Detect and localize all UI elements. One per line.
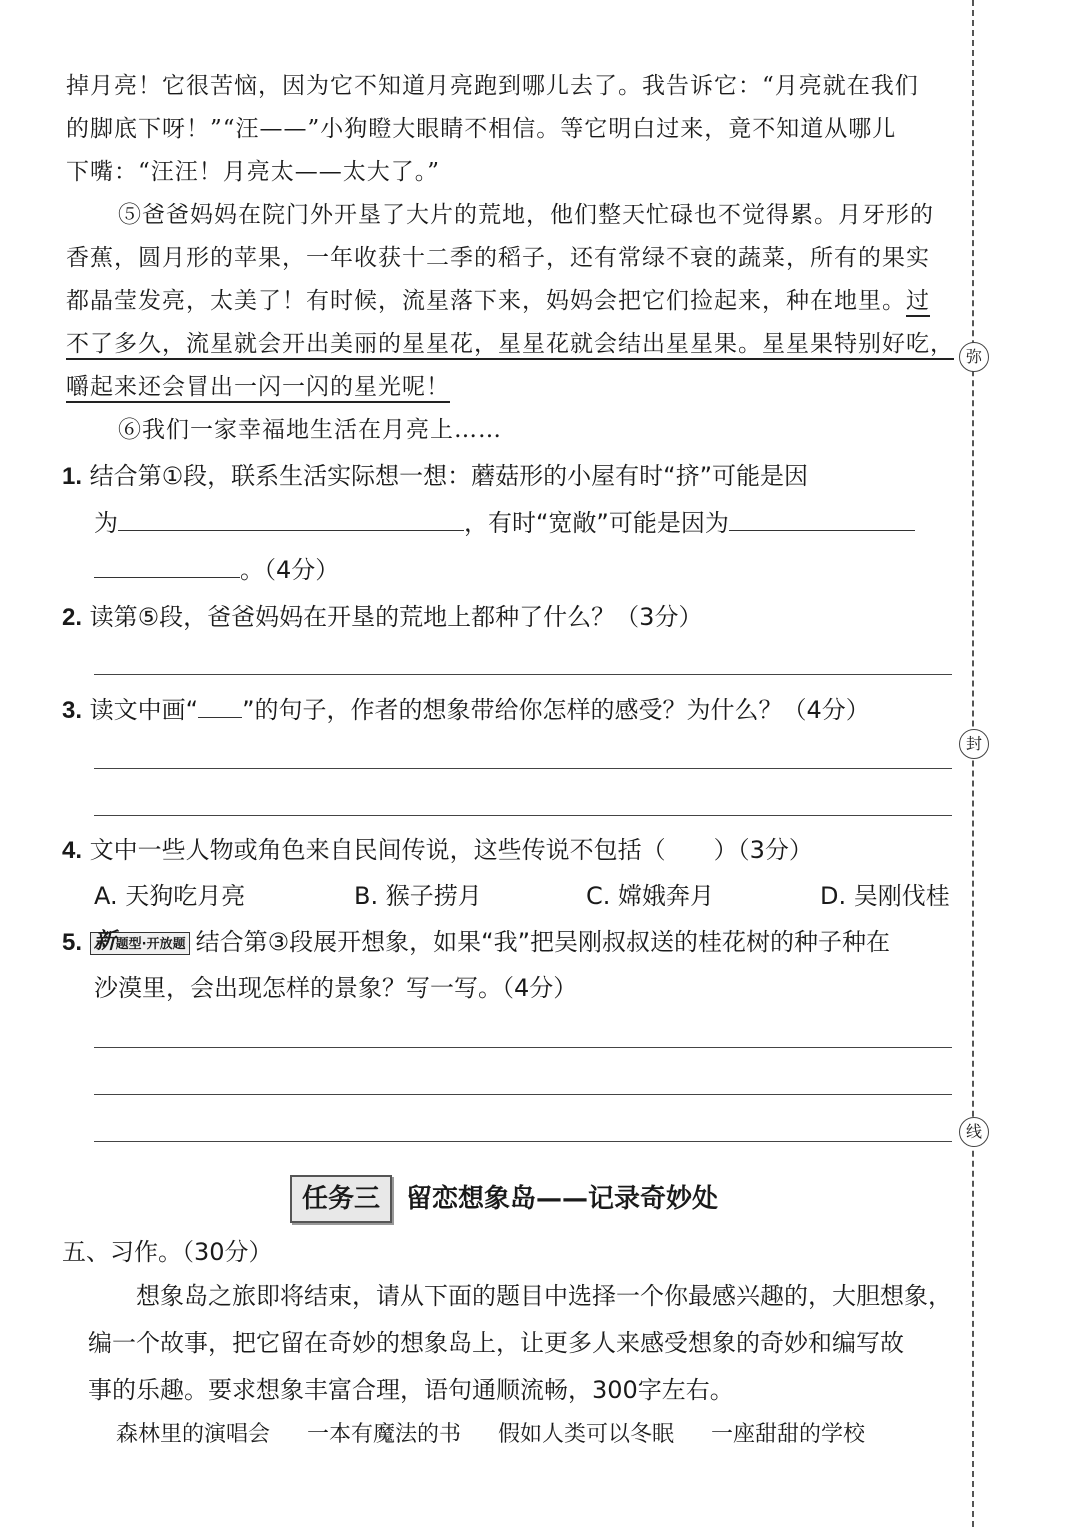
q3-text-b: ”的句子，作者的想象带给你怎样的感受？为什么？（4分） — [242, 696, 870, 724]
q4-option-a[interactable]: A. 天狗吃月亮 — [94, 882, 246, 910]
q1-blank-1[interactable] — [118, 506, 464, 531]
underlined-start: 过 — [906, 288, 930, 317]
question-1-line3 — [94, 550, 339, 590]
passage-line-1: 掉月亮！它很苦恼，因为它不知道月亮跑到哪儿去了。我告诉它：“月亮就在我们 — [66, 73, 919, 99]
composition-topics — [116, 1413, 895, 1457]
question-1-line2 — [94, 503, 915, 543]
question-1 — [62, 456, 808, 497]
task3-label: 任务三 — [290, 1175, 392, 1223]
passage-line-4: ⑤爸爸妈妈在院门外开垦了大片的荒地，他们整天忙碌也不觉得累。月牙形的 — [118, 202, 934, 228]
q4-option-d[interactable]: D. 吴刚伐桂 — [820, 882, 950, 910]
q2-answer-line[interactable] — [94, 674, 952, 675]
badge-new: 新 — [93, 928, 116, 954]
topic-2[interactable]: 一本有魔法的书 — [307, 1422, 462, 1447]
question-2 — [62, 597, 702, 638]
q3-text-a: 读文中画“ — [89, 696, 199, 724]
q4-option-b[interactable]: B. 猴子捞月 — [354, 882, 482, 910]
q5-answer-line-3[interactable] — [94, 1141, 952, 1142]
q1-text: 结合第①段，联系生活实际想一想：蘑菇形的小屋有时“挤”可能是因 — [89, 462, 809, 490]
question-5 — [62, 922, 890, 963]
topic-3[interactable]: 假如人类可以冬眠 — [498, 1422, 675, 1447]
composition-line-2: 编一个故事，把它留在奇妙的想象岛上，让更多人来感受想象的奇妙和编写故 — [88, 1329, 904, 1357]
passage-line-6 — [66, 279, 930, 323]
q4-option-c[interactable]: C. 嫦娥奔月 — [586, 882, 715, 910]
composition-line-3: 事的乐趣。要求想象丰富合理，语句通顺流畅，300字左右。 — [88, 1376, 734, 1404]
composition-heading: 五、习作。（30分） — [62, 1238, 273, 1266]
q2-text: 读第⑤段，爸爸妈妈在开垦的荒地上都种了什么？（3分） — [89, 603, 703, 631]
binding-mark-feng: 封 — [959, 729, 989, 759]
q1-blank-2[interactable] — [729, 506, 915, 531]
q5-answer-line-1[interactable] — [94, 1047, 952, 1048]
composition-line-1: 想象岛之旅即将结束，请从下面的题目中选择一个你最感兴趣的，大胆想象， — [136, 1282, 952, 1310]
new-question-type-badge — [90, 928, 190, 955]
q3-answer-line-1[interactable] — [94, 768, 952, 769]
question-5-line2: 沙漠里，会出现怎样的景象？写一写。（4分） — [94, 974, 578, 1002]
q2-number: 2. — [62, 604, 83, 631]
passage-line-8 — [66, 365, 450, 409]
passage-line-5: 香蕉，圆月形的苹果，一年收获十二季的稻子，还有常绿不衰的蔬菜，所有的果实 — [66, 245, 930, 271]
q3-underline-sample — [198, 693, 242, 718]
q1-line3: 。（4分） — [240, 556, 340, 584]
binding-dashed-line — [972, 0, 974, 1527]
task3-title: 留恋想象岛——记录奇妙处 — [406, 1184, 719, 1214]
passage-line-9: ⑥我们一家幸福地生活在月亮上…… — [118, 417, 502, 443]
passage-line-3: 下嘴：“汪汪！月亮太——太大了。” — [66, 159, 441, 185]
q1-line2a: 为 — [94, 509, 118, 537]
underlined-sentence: 不了多久，流星就会开出美丽的星星花，星星花就会结出星星果。星星果特别好吃， — [66, 331, 954, 360]
binding-mark-xian: 线 — [959, 1117, 989, 1147]
q5-number: 5. — [62, 929, 83, 956]
passage-line-7 — [66, 322, 954, 366]
task3-heading — [290, 1175, 718, 1223]
binding-mark-mi: 弥 — [959, 342, 989, 372]
q5-answer-line-2[interactable] — [94, 1094, 952, 1095]
q3-number: 3. — [62, 697, 83, 724]
q5-text: 结合第③段展开想象，如果“我”把吴刚叔叔送的桂花树的种子种在 — [195, 928, 891, 956]
topic-1[interactable]: 森林里的演唱会 — [116, 1422, 271, 1447]
passage-line-6-text: 都晶莹发亮，太美了！有时候，流星落下来，妈妈会把它们捡起来，种在地里。 — [66, 288, 906, 314]
q3-answer-line-2[interactable] — [94, 815, 952, 816]
passage-line-2: 的脚底下呀！”“汪——”小狗瞪大眼睛不相信。等它明白过来，竟不知道从哪儿 — [66, 116, 897, 142]
q1-blank-3[interactable] — [94, 553, 240, 578]
underlined-end: 嚼起来还会冒出一闪一闪的星光呢！ — [66, 374, 450, 403]
q1-line2b: ，有时“宽敞”可能是因为 — [464, 509, 729, 537]
badge-text: 题型·开放题 — [115, 936, 186, 952]
question-3 — [62, 690, 870, 731]
question-4 — [62, 830, 813, 871]
q4-number: 4. — [62, 837, 83, 864]
q1-number: 1. — [62, 463, 83, 490]
topic-4[interactable]: 一座甜甜的学校 — [711, 1422, 866, 1447]
q4-text: 文中一些人物或角色来自民间传说，这些传说不包括（ ）（3分） — [89, 836, 813, 864]
